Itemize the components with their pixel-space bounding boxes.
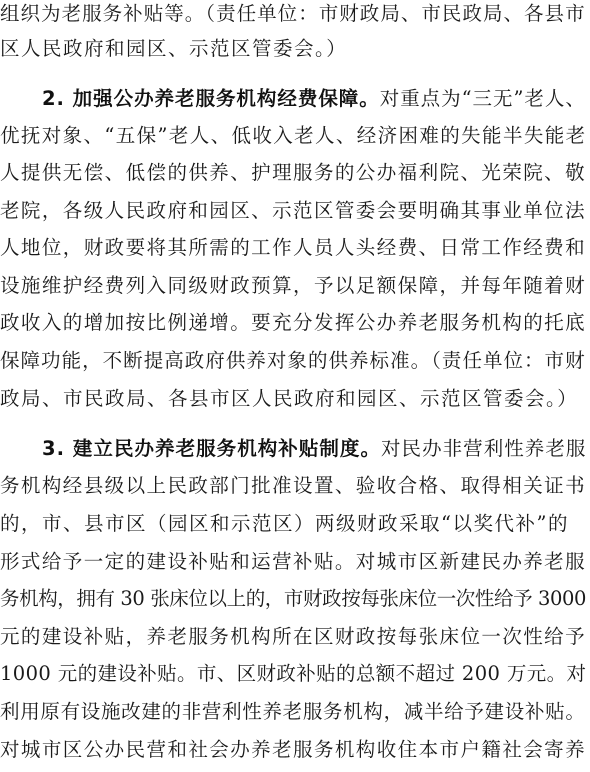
text-line: 人地位，财政要将其所需的工作人员人头经费、日常工作经费和: [0, 236, 587, 259]
section-heading: 3. 建立民办养老服务机构补贴制度。: [42, 437, 381, 460]
text-line: 政局、市民政局、各县市区人民政府和园区、示范区管委会。）: [0, 387, 579, 410]
text-line: 政收入的增加按比例递增。要充分发挥公办养老服务机构的托底: [0, 311, 587, 334]
text-line: 的，市、县市区（园区和示范区）两级财政采取“以奖代补”的: [0, 512, 569, 535]
section-heading: 2. 加强公办养老服务机构经费保障。: [42, 87, 380, 110]
text-line: 1000 元的建设补贴。市、区财政补贴的总额不超过 200 万元。对: [0, 662, 587, 685]
text-line: 对城市区公办民营和社会办养老服务机构收住本市户籍社会寄养: [0, 738, 587, 761]
paragraph-first-line: [0, 437, 586, 461]
text-line: 保障功能，不断提高政府供养对象的供养标准。（责任单位：市财: [0, 349, 586, 372]
text-line: 组织为老服务补贴等。（责任单位：市财政局、市民政局、各县市: [0, 2, 586, 25]
text-line: 元的建设补贴，养老服务机构所在区财政按每张床位一次性给予: [0, 625, 587, 648]
text-line: 设施维护经费列入同级财政预算，予以足额保障，并每年随着财: [0, 274, 587, 297]
text-line: 务机构，拥有 30 张床位以上的，市财政按每张床位一次性给予 3000: [0, 587, 587, 610]
paragraph-first-line: [0, 87, 586, 111]
text-line: 务机构经县级以上民政部门批准设置、验收合格、取得相关证书: [0, 474, 587, 497]
text-line: 人提供无偿、低偿的供养、护理服务的公办福利院、光荣院、敬: [0, 161, 587, 184]
text-line: 形式给予一定的建设补贴和运营补贴。对城市区新建民办养老服: [0, 550, 587, 573]
text-span: 对重点为“三无”老人、: [379, 87, 586, 110]
text-line: 利用原有设施改建的非营利性养老服务机构，减半给予建设补贴。: [0, 700, 586, 723]
text-span: 对民办非营利性养老服: [381, 437, 587, 460]
text-line: 老院，各级人民政府和园区、示范区管委会要明确其事业单位法: [0, 199, 587, 222]
text-line: 区人民政府和园区、示范区管委会。）: [0, 37, 348, 60]
text-line: 优抚对象、“五保”老人、低收入老人、经济困难的失能半失能老: [0, 124, 587, 147]
